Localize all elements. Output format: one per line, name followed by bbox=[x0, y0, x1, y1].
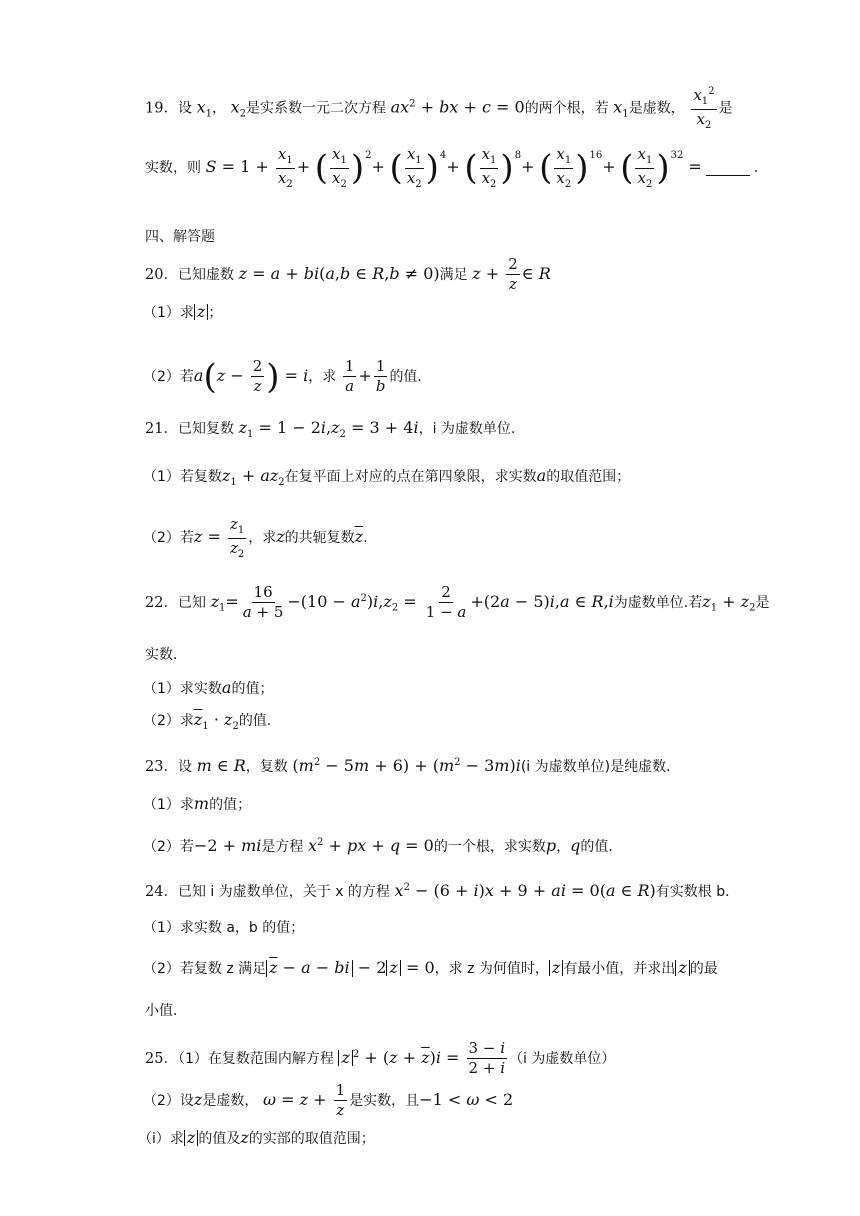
q24-number: 24． bbox=[145, 883, 178, 900]
q25-part1: 25．（1）在复数范围内解方程 z $^2 + (z + \overline{z})i$ = $\frac{3 - i}{2 + i}$ （i 为虚数单位） bbox=[145, 1039, 616, 1078]
q20-part1: （1）求 z ； bbox=[143, 302, 223, 321]
q20-number: 20． bbox=[145, 266, 178, 283]
q20-stem: 20．已知虚数 z = a + bi(a,b ∈ R,b ≠ 0)满足 z + $\frac{2}{z}$ ∈ R bbox=[145, 255, 551, 294]
q23-part1: （1）求m的值； bbox=[143, 794, 252, 813]
q23-number: 23． bbox=[145, 758, 178, 775]
q24-part2-line2: 小值. bbox=[145, 1003, 178, 1019]
q25-part2-i: （i）求 z 的值及z的实部的取值范围； bbox=[138, 1128, 375, 1147]
q19-number: 19． bbox=[145, 100, 178, 117]
q24-part2: （2）若复数 z 满足 $\overline{z} - a$ − bi − 2 z = 0，求 z 为何值时， z 有最小值，并求出 z 的最 bbox=[143, 958, 718, 977]
q25-part2: （2）设z是虚数， ω = z + $\frac{1}{z}$ 是实数，且−1 < ω < 2 bbox=[143, 1081, 514, 1120]
q22-stem-line2: 实数. bbox=[145, 647, 178, 663]
q22-part2: （2）求$\overline{z}_1 \cdot z_2$的值. bbox=[143, 710, 272, 732]
q24-stem: 24．已知 i 为虚数单位，关于 x 的方程 $x^2 - (6 + i)x + 9$ + ai = 0(a ∈ R)有实数根 b. bbox=[145, 880, 730, 900]
section-title: 四、解答题 bbox=[145, 229, 215, 245]
q20-part2: （2）若a(z − $\frac{2}{z}$ ) = i，求 $\frac{1}{a}$ + $\frac{1}{b}$ 的值. bbox=[143, 356, 422, 397]
q22-stem: 22．已知 $z_1=$ $\frac{16}{a + 5}$ $-(10 - a^2)i,z_2$ = $\frac{2}{1 - a}$ +(2a − 5)i,a ∈ R,i为虚数单位.若$z_1 + z_2$是 bbox=[145, 583, 770, 622]
q23-stem: 23．设 m ∈ R，复数 $(m^2 - 5m + 6) + (m^2 - 3m)i(i$ 为虚数单位)是纯虚数． bbox=[145, 755, 681, 775]
q25-number: 25． bbox=[145, 1050, 178, 1067]
q22-number: 22． bbox=[145, 594, 178, 611]
q24-part1: （1）求实数 a，b 的值； bbox=[143, 920, 305, 936]
q21-part2: （2）若z = $\frac{z_1}{z_2}$ ，求z的共轭复数$\overline{z}$. bbox=[143, 515, 368, 560]
q19-line-1: 19．设 $x_1$， $x_2$是实系数一元二次方程 $ax^2$ + bx + c = 0的两个根，若 $x_1$是虚数， $\frac{x_1^2}{x_2}$ 是 bbox=[145, 86, 733, 131]
answer-blank bbox=[706, 161, 750, 176]
q21-stem: 21．已知复数 $z_1 = 1 - 2i,z_2 = 3 + 4i$，i 为虚数单位. bbox=[145, 418, 516, 440]
q21-part1: （1）若复数$z_1 + az_2$在复平面上对应的点在第四象限，求实数a的取值范围； bbox=[143, 466, 631, 488]
q19-line-2: 实数，则 S = 1 + $\frac{x_1}{x_2}$ + ( $\frac{x_1}{x_2}$ )$^2$+ ( $\frac{x_1}{x_2}$ )$^4$+ ( $\frac{x_1}{x_2}$ )$^8$+ ( $\frac{x_1}{x_2}$ )$^{16}$+ ( $\frac{x_1}{x_2}$ )$^{32}$ = ． bbox=[145, 145, 768, 190]
q23-part2: （2）若−2 + mi是方程 $x^2$ + px + q = 0的一个根，求实数p，q的值． bbox=[143, 835, 623, 855]
q21-number: 21． bbox=[145, 421, 178, 437]
x1sq-over-x2: $\frac{x_1^2}{x_2}$ bbox=[693, 86, 715, 131]
q22-part1: （1）求实数a的值； bbox=[143, 678, 274, 697]
